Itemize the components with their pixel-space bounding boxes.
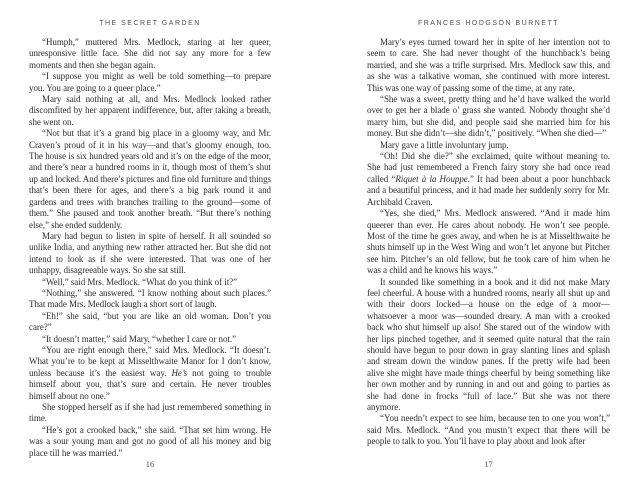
paragraph: “You needn’t expect to see him, because ten to one you won’t,” said Mrs. Medlock. “And you mustn’t expect that there will be people to talk to you. You’ll have to play about and look after	[367, 413, 610, 447]
paragraph: She stopped herself as if she had just remembered something in time.	[29, 402, 271, 424]
page-left	[29, 0, 271, 487]
paragraph: Mary had begun to listen in spite of herself. It all sounded so unlike India, and anything new rather attracted her. But she did not intend to look as if she were interested. That was one of her unhappy, disagreeable ways. So she sat still.	[29, 230, 271, 276]
paragraph: “Humph,” muttered Mrs. Medlock, staring at her queer, unresponsive little face. She did not say any more for a few moments and then she began again.	[29, 37, 271, 70]
running-header-left: THE SECRET GARDEN	[99, 20, 201, 27]
paragraph: “You are right enough there,” said Mrs. Medlock. “It doesn’t. What you’re to be kept at Misselthwaite Manor for I don’t know, unless because it’s the easiest way. He’s not going to trouble himself about you, that’s sure and certain. He never troubles himself about no one.”	[29, 344, 272, 401]
paragraph: It sounded like something in a book and it did not make Mary feel cheerful. A house with a hundred rooms, nearly all shut up and with their doors locked—a house on the edge of a moor—whatsoever a moor was—sounded dreary. A man with a crooked back who shut himself up also! She stared out of the window with her lips pinched together, and it seemed quite natural that the rain should have begun to pour down in gray slanting lines and splash and stream down the window panes. If the pretty wife had been alive she might have made things cheerful by being something like her own mother and by running in and out and going to parties as she had done in frocks “full of lace.” But she was not there anymore.	[367, 276, 610, 412]
paragraph: “I suppose you might as well be told something—to prepare you. You are going to a queer place.”	[29, 71, 271, 93]
paragraph: Mary said nothing at all, and Mrs. Medlock looked rather discomfited by her apparent indifference, but, after taking a breath, she went on.	[29, 94, 271, 127]
page-number-left: 16	[145, 459, 155, 469]
page-left-body-text	[29, 37, 271, 459]
paragraph: “He’s got a crooked back,” she said. “That set him wrong. He was a sour young man and got no good of all his money and big place till he was married.”	[29, 424, 271, 458]
paragraph: “Oh! Did she die?” she exclaimed, quite without meaning to. She had just remembered a French fairy story she had once read called “Riquet à la Houppe.” It had been about a poor hunchback and a beautiful princess, and it had made her suddenly sorry for Mr. Archibald Craven.	[367, 151, 610, 207]
page-right-body-text	[367, 37, 610, 448]
paragraph: Mary gave a little involuntary jump.	[380, 139, 509, 150]
running-header-right: FRANCES HODGSON BURNETT	[417, 20, 560, 27]
paragraph: “It doesn’t matter,” said Mary, “whether I care or not.”	[42, 333, 237, 344]
page-right	[367, 0, 610, 487]
paragraph: “Eh!” she said, “but you are like an old woman. Don’t you care?”	[29, 310, 271, 333]
paragraph: Mary’s eyes turned toward her in spite of her intention not to seem to care. She had never thought of the hunchback’s being married, and she was a trifle surprised. Mrs. Medlock saw this, and as she was a talkative woman, she continued with more interest. This was one way of passing some of the time, at any rate.	[367, 37, 610, 93]
paragraph: “She was a sweet, pretty thing and he’d have walked the world over to get her a blade o’ grass she wanted. Nobody thought she’d marry him, but she did, and people said she married him for his money. But she didn’t—she didn’t,” positively. “When she died—”	[367, 94, 610, 139]
page-number-right: 17	[484, 459, 493, 469]
paragraph: “Not but that it’s a grand big place in a gloomy way, and Mr. Craven’s proud of it in his way—and that’s gloomy enough, too. The house is six hundred years old and it’s on the edge of the moor, and there’s near a hundred rooms in it, though most of them’s shut up and locked. And there’s pictures and fine old furniture and things that’s been there for ages, and there’s a big park round it and gardens and trees with branches trailing to the ground—some of them.” She paused and took another breath. “But there’s nothing else,” she ended suddenly.	[29, 128, 271, 230]
paragraph: “Well,” said Mrs. Medlock. “What do you think of it?”	[42, 276, 238, 287]
paragraph: “Nothing,” she answered. “I know nothing about such places.” That made Mrs. Medlock laugh a short sort of laugh.	[29, 287, 271, 310]
paragraph: “Yes, she died,” Mrs. Medlock answered. “And it made him queerer than ever. He cares about nobody. He won’t see people. Most of the time he goes away, and when he is at Misselthwaite he shuts himself up in the West Wing and won’t let anyone but Pitcher see him. Pitcher’s an old fellow, but he took care of him when he was a child and he knows his ways.”	[367, 208, 610, 276]
